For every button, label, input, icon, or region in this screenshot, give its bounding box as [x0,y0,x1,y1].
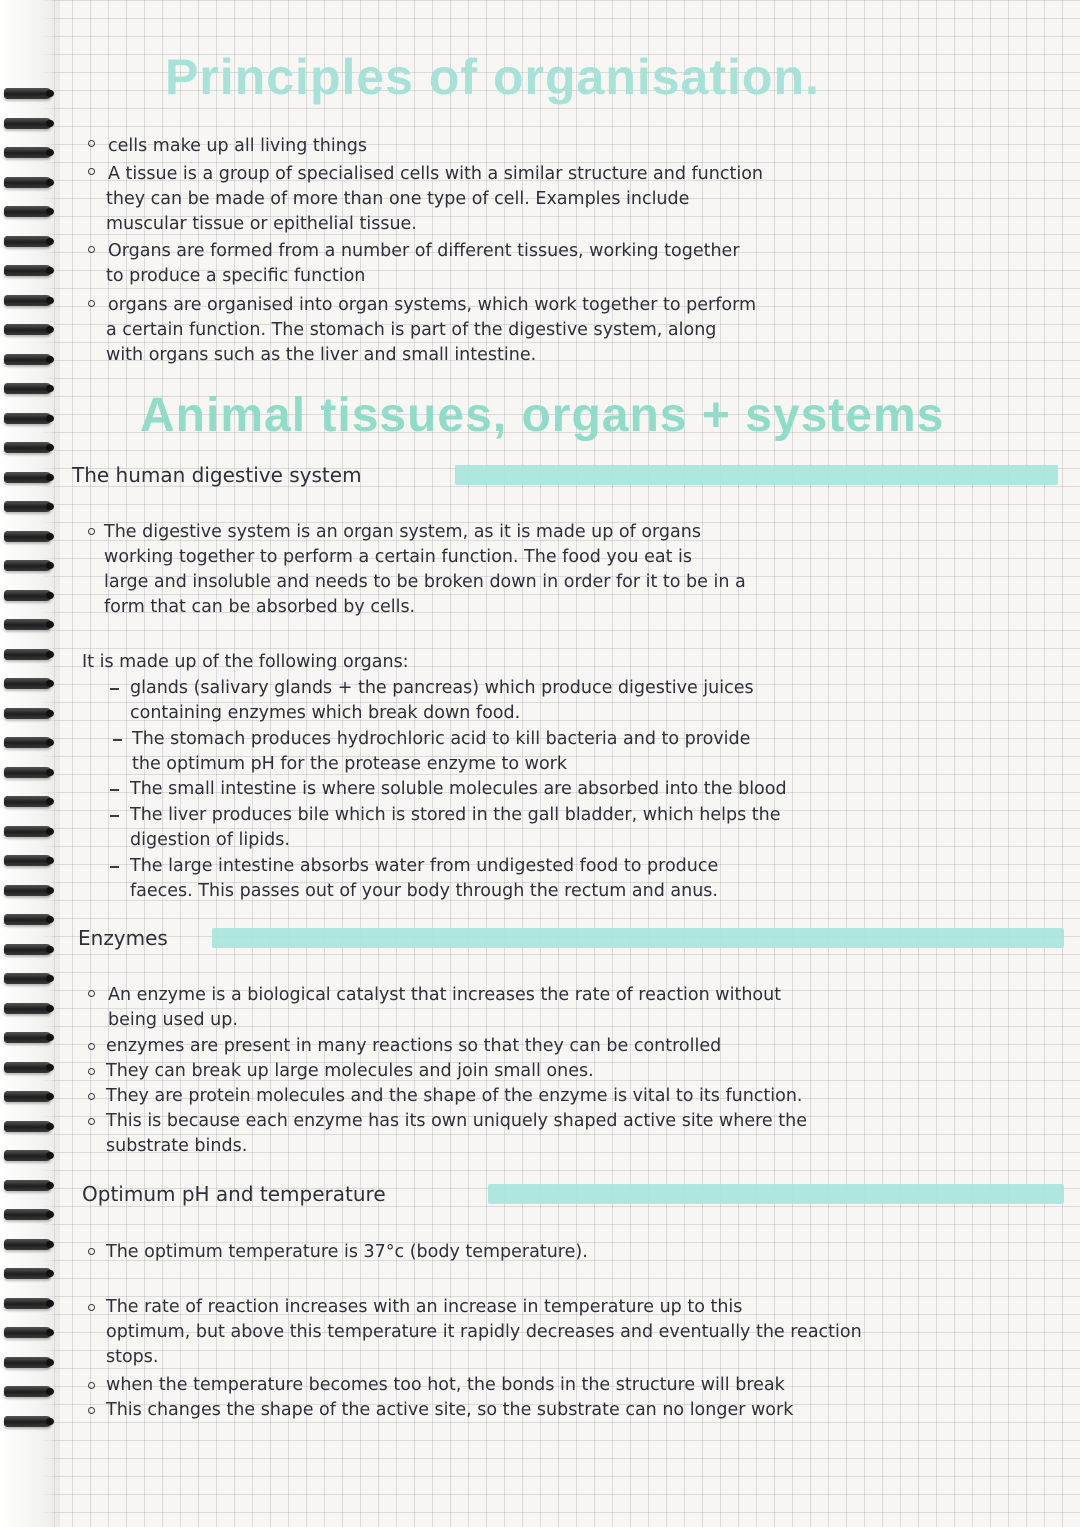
binding-ring [4,265,52,276]
bullet-icon [88,1118,95,1125]
organ-line: The large intestine absorbs water from undigested food to produce [130,856,719,876]
page-title: Principles of organisation. [165,49,820,105]
bullet-icon [88,990,95,997]
optimum-line: The rate of reaction increases with an increase in temperature up to this [106,1297,743,1317]
binding-ring [4,1298,52,1309]
dash-icon [110,815,119,817]
organ-line: faeces. This passes out of your body through the rectum and anus. [130,881,718,901]
optimum-line: The optimum temperature is 37°c (body temperature). [106,1242,588,1262]
heading-highlight [488,1184,1064,1204]
dash-icon [110,688,119,690]
binding-ring [4,767,52,778]
note-line: Organs are formed from a number of different tissues, working together [108,241,740,261]
binding-ring [4,472,52,483]
bullet-icon [88,246,95,253]
binding-ring [4,560,52,571]
optimum-line: stops. [106,1347,159,1367]
optimum-line: optimum, but above this temperature it rapidly decreases and eventually the reaction [106,1322,862,1342]
binding-ring [4,1032,52,1043]
binding-ring [4,324,52,335]
binding-ring [4,796,52,807]
binding-ring [4,501,52,512]
organ-line: The liver produces bile which is stored in the gall bladder, which helps the [130,805,781,825]
bullet-icon [88,528,95,535]
organ-line: containing enzymes which break down food. [130,703,521,723]
organ-line: the optimum pH for the protease enzyme to work [132,754,567,774]
binding-ring [4,619,52,630]
bullet-icon [88,140,95,147]
binding-ring [4,206,52,217]
bullet-icon [88,300,95,307]
enzyme-line: enzymes are present in many reactions so that they can be controlled [106,1036,722,1056]
note-line: muscular tissue or epithelial tissue. [106,214,417,234]
bullet-icon [88,168,95,175]
note-line: large and insoluble and needs to be broken down in order for it to be in a [104,572,746,592]
enzymes-heading: Enzymes [78,926,168,950]
binding-ring [4,649,52,660]
heading-highlight [212,928,1064,948]
note-line: A tissue is a group of specialised cells with a similar structure and function [108,164,763,184]
note-line: The digestive system is an organ system, as it is made up of organs [104,522,701,542]
binding-ring [4,590,52,601]
bullet-icon [88,1248,95,1255]
binding-ring [4,855,52,866]
binding-ring [4,885,52,896]
note-line: organs are organised into organ systems, which work together to perform [108,295,757,315]
optimum-heading: Optimum pH and temperature [82,1182,386,1206]
bullet-icon [88,1407,95,1414]
binding-ring [4,826,52,837]
digestive-heading: The human digestive system [72,463,362,487]
organs-intro: It is made up of the following organs: [82,652,409,672]
bullet-icon [88,1304,95,1311]
binding-ring [4,944,52,955]
binding-ring [4,413,52,424]
binding-ring [4,88,52,99]
enzyme-line: being used up. [108,1010,238,1030]
note-line: cells make up all living things [108,136,368,156]
bullet-icon [88,1382,95,1389]
note-line: a certain function. The stomach is part of the digestive system, along [106,320,717,340]
note-line: to produce a specific function [106,266,366,286]
binding-ring [4,1150,52,1161]
section-title: Animal tissues, organs + systems [140,389,945,442]
binding-ring [4,678,52,689]
enzyme-line: substrate binds. [106,1136,248,1156]
dash-icon [110,789,119,791]
organ-line: glands (salivary glands + the pancreas) which produce digestive juices [130,678,754,698]
organ-line: digestion of lipids. [130,830,290,850]
binding-ring [4,236,52,247]
binding-ring [4,442,52,453]
binding-ring [4,118,52,129]
optimum-line: This changes the shape of the active site, so the substrate can no longer work [106,1400,794,1420]
enzyme-line: They can break up large molecules and join small ones. [106,1061,594,1081]
dash-icon [113,739,122,741]
binding-ring [4,708,52,719]
binding-ring [4,1386,52,1397]
binding-ring [4,295,52,306]
dash-icon [110,866,119,868]
enzyme-line: An enzyme is a biological catalyst that increases the rate of reaction without [108,985,782,1005]
organ-line: The small intestine is where soluble molecules are absorbed into the blood [130,779,787,799]
binding-ring [4,1091,52,1102]
binding-ring [4,1209,52,1220]
note-line: they can be made of more than one type of cell. Examples include [106,189,690,209]
binding-ring [4,531,52,542]
optimum-line: when the temperature becomes too hot, the bonds in the structure will break [106,1375,785,1395]
binding-ring [4,1180,52,1191]
binding-ring [4,1416,52,1427]
binding-ring [4,1062,52,1073]
binding-ring [4,1268,52,1279]
binding-ring [4,914,52,925]
spiral-binding [0,0,60,1527]
bullet-icon [88,1043,95,1050]
bullet-icon [88,1093,95,1100]
binding-ring [4,1327,52,1338]
enzyme-line: They are protein molecules and the shape of the enzyme is vital to its function. [106,1086,803,1106]
heading-highlight [455,465,1058,485]
binding-ring [4,1121,52,1132]
binding-ring [4,177,52,188]
binding-ring [4,1003,52,1014]
binding-ring [4,354,52,365]
binding-ring [4,737,52,748]
binding-ring [4,973,52,984]
note-line: form that can be absorbed by cells. [104,597,416,617]
binding-ring [4,1357,52,1368]
organ-line: The stomach produces hydrochloric acid to kill bacteria and to provide [132,729,751,749]
bullet-icon [88,1068,95,1075]
binding-ring [4,383,52,394]
note-line: working together to perform a certain function. The food you eat is [104,547,693,567]
binding-ring [4,147,52,158]
enzyme-line: This is because each enzyme has its own uniquely shaped active site where the [106,1111,807,1131]
note-line: with organs such as the liver and small intestine. [106,345,537,365]
binding-ring [4,1239,52,1250]
